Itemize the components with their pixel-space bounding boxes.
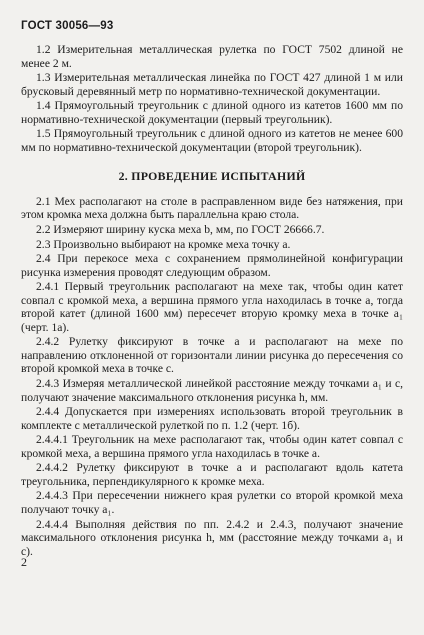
paragraph-2-3: 2.3 Произвольно выбирают на кромке меха точку a. [36,237,291,251]
paragraph-2-2: 2.2 Измеряют ширину куска меха b, мм, по ГОСТ 26666.7. [36,223,325,237]
paragraph-2-4-4: 2.4.4 Допускается при измерениях использовать второй треугольник в комплекте с металлической рулеткой по п. 1.2 (черт. 1б). [21,405,403,432]
document-header: ГОСТ 30056—93 [21,20,114,32]
document-body [21,43,403,559]
section-heading: 2. ПРОВЕДЕНИЕ ИСПЫТАНИЙ [118,169,306,184]
paragraph-1-5: 1.5 Прямоугольный треугольник с длиной одного из катетов не менее 600 мм по нормативно-технической документации (второй треугольник). [21,127,403,154]
paragraph-2-1: 2.1 Мех располагают на столе в расправленном виде без натяжения, при этом кромка меха должна быть параллельна краю стола. [21,194,403,222]
paragraph-2-4-4-1: 2.4.4.1 Треугольник на мехе располагают так, чтобы один катет совпал с кромкой меха, а вершина прямого угла находилась в точке a. [21,433,403,460]
paragraph-2-4: 2.4 При перекосе меха с сохранением прямолинейной конфигурации рисунка измерения проводят следующим образом. [21,252,403,279]
paragraph-2-4-3: 2.4.3 Измеряя металлической линейкой расстояние между точками a₁ и c, получают значение максимального отклонения рисунка h, мм. [21,377,403,404]
paragraph-1-3: 1.3 Измерительная металлическая линейка по ГОСТ 427 длиной 1 м или брусковый деревянный метр по нормативно-технической документации. [21,71,403,98]
paragraph-1-2: 1.2 Измерительная металлическая рулетка по ГОСТ 7502 длиной не менее 2 м. [21,43,403,70]
paragraph-2-4-2: 2.4.2 Рулетку фиксируют в точке a и располагают на мехе по направлению отклоненной от горизонтали линии рисунка до пересечения со второй кромкой меха в точке c. [21,335,403,376]
paragraph-2-4-4-3: 2.4.4.3 При пересечении нижнего края рулетки со второй кромкой меха получают точку a₁. [21,489,403,516]
paragraph-2-4-4-2: 2.4.4.2 Рулетку фиксируют в точке a и располагают вдоль катета треугольника, перпендикулярного к кромке меха. [21,461,403,488]
paragraph-2-4-4-4: 2.4.4.4 Выполняя действия по пп. 2.4.2 и 2.4.3, получают значение максимального отклонения рисунка h, мм (расстояние между точками a₁ и c). [21,517,403,558]
paragraph-1-4: 1.4 Прямоугольный треугольник с длиной одного из катетов 1600 мм по нормативно-технической документации (первый треугольник). [21,99,403,126]
page-number: 2 [21,555,27,569]
paragraph-2-4-1: 2.4.1 Первый треугольник располагают на мехе так, чтобы один катет совпал с кромкой меха, а вершина прямого угла находилась в точке a, тогда второй катет (длиной 1600 мм) пересечет вторую кромку меха в точке a₁ (черт. 1а). [21,280,403,334]
